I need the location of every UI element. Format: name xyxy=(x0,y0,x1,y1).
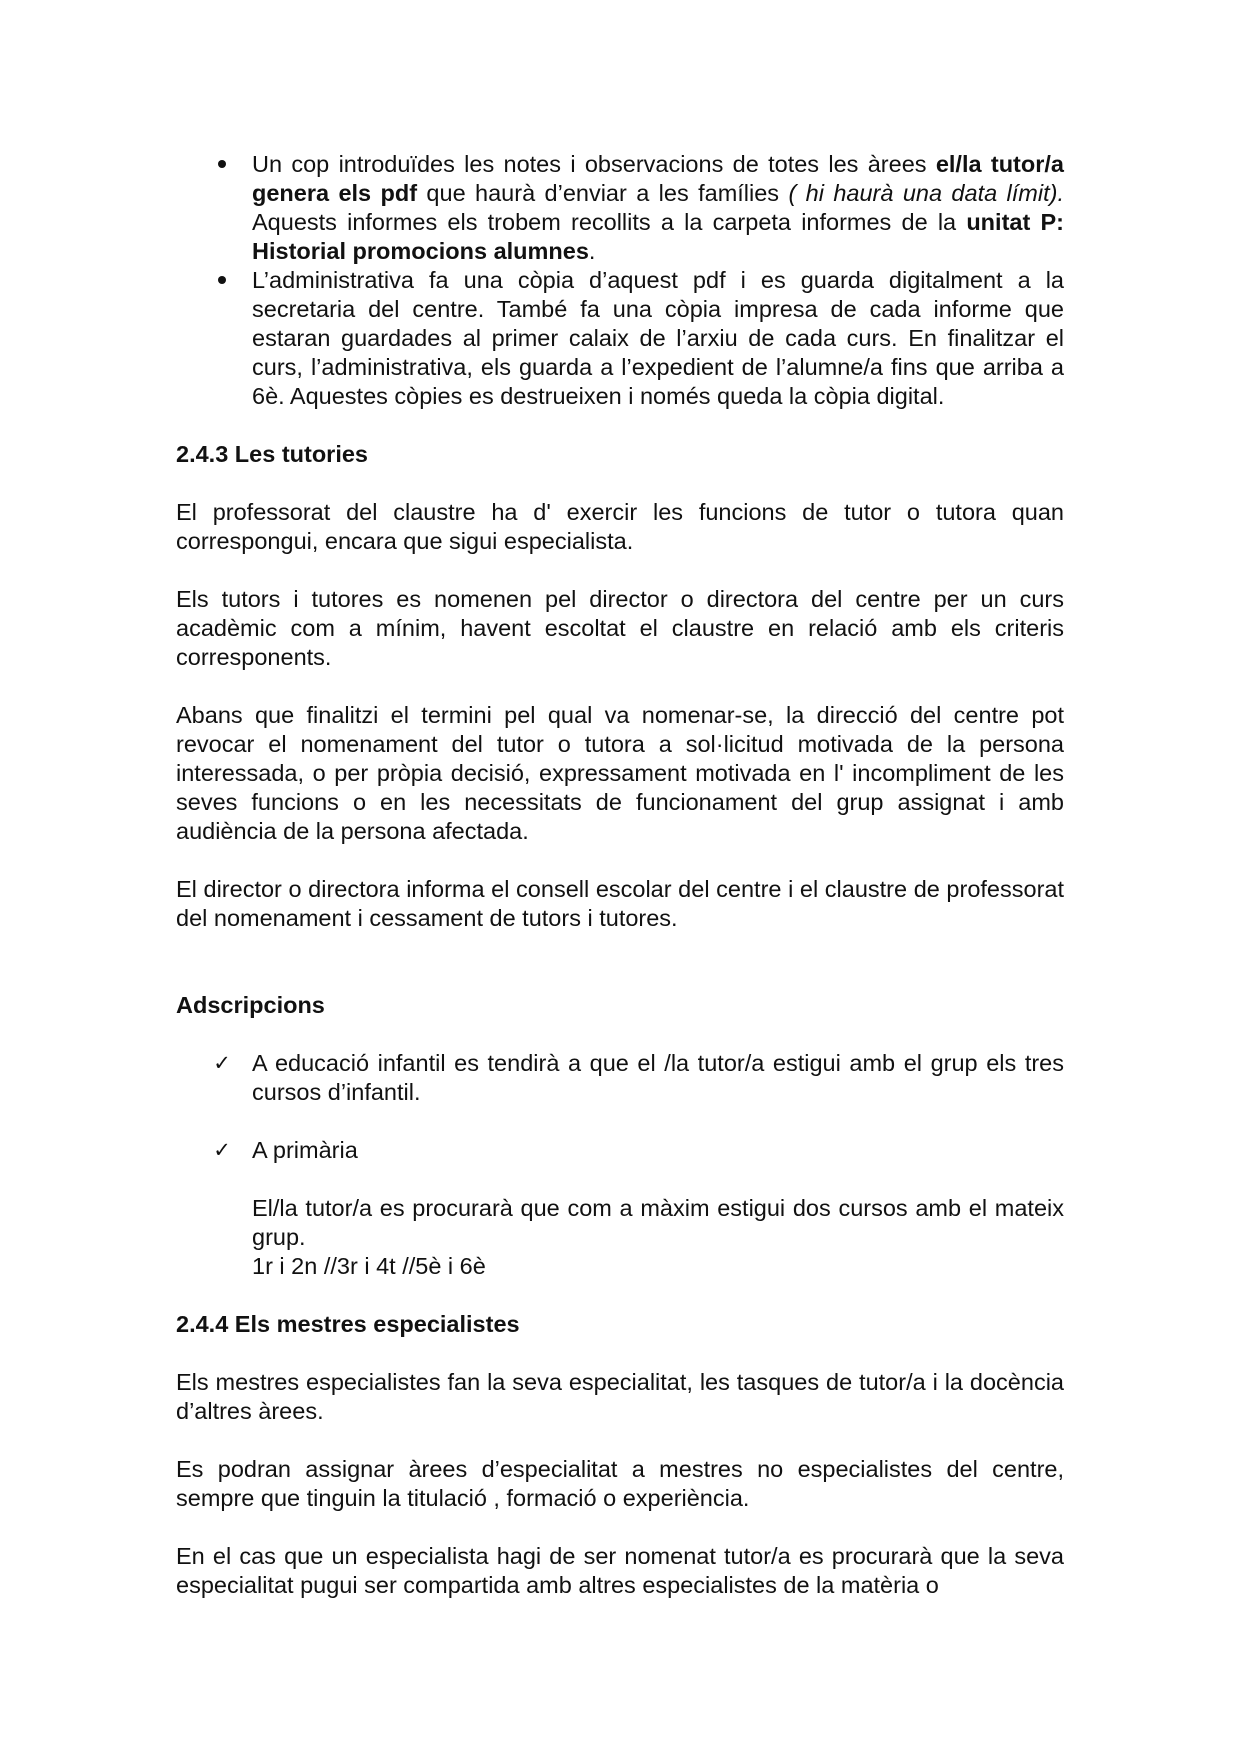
paragraph: Els tutors i tutores es nomenen pel director o directora del centre per un curs acadèmic com a mínim, havent escoltat el claustre en relació amb els criteris corresponents. xyxy=(176,586,1064,670)
list-item: L’administrativa fa una còpia d’aquest pdf i es guarda digitalment a la secretaria del centre. També fa una còpia impresa de cada informe que estaran guardades al primer calaix de l’arxiu de cada curs. En finalitzar el curs, l’administrativa, els guarda a l’expedient de l’alumne/a fins que arriba a 6è. Aquestes còpies es destrueixen i només queda la còpia digital. xyxy=(176,266,1064,411)
bullet-icon xyxy=(212,266,232,295)
section-heading-tutories: 2.4.3 Les tutories xyxy=(176,441,368,467)
paragraph: El professorat del claustre ha d' exercir les funcions de tutor o tutora quan correspongui, encara que sigui especialista. xyxy=(176,499,1064,554)
paragraph: El/la tutor/a es procurarà que com a màxim estigui dos cursos amb el mateix grup. xyxy=(252,1195,1064,1250)
bullet-list-informes xyxy=(176,150,1064,411)
paragraph: Es podran assignar àrees d’especialitat a mestres no especialistes del centre, sempre que tinguin la titulació , formació o experiència. xyxy=(176,1456,1064,1511)
page-content xyxy=(176,150,1064,1600)
bullet-icon xyxy=(212,150,232,179)
paragraph: 1r i 2n //3r i 4t //5è i 6è xyxy=(252,1253,486,1279)
checklist-adscripcions xyxy=(176,1049,1064,1165)
section-heading-especialistes: 2.4.4 Els mestres especialistes xyxy=(176,1311,520,1337)
section-heading-adscripcions: Adscripcions xyxy=(176,992,325,1018)
paragraph: El director o directora informa el consell escolar del centre i el claustre de professorat del nomenament i cessament de tutors i tutores. xyxy=(176,876,1064,931)
paragraph: Abans que finalitzi el termini pel qual va nomenar-se, la direcció del centre pot revocar el nomenament del tutor o tutora a sol·licitud motivada de la persona interessada, o per pròpia decisió, expressament motivada en l' incompliment de les seves funcions o en les necessitats de funcionament del grup assignat i amb audiència de la persona afectada. xyxy=(176,702,1064,844)
paragraph: En el cas que un especialista hagi de ser nomenat tutor/a es procurarà que la seva especialitat pugui ser compartida amb altres especialistes de la matèria o xyxy=(176,1543,1064,1598)
paragraph: Els mestres especialistes fan la seva especialitat, les tasques de tutor/a i la docència d’altres àrees. xyxy=(176,1369,1064,1424)
list-item: ✓ A primària xyxy=(213,1137,358,1163)
list-item: ✓ A educació infantil es tendirà a que el /la tutor/a estigui amb el grup els tres cursos d’infantil. xyxy=(213,1050,1064,1105)
list-item: Un cop introduïdes les notes i observacions de totes les àrees el/la tutor/a genera els pdf que haurà d’enviar a les famílies ( hi haurà una data límit). Aquests informes els trobem recollits a la carpeta informes de la unitat P: Historial promocions alumnes. xyxy=(176,150,1064,266)
checkmark-icon: ✓ xyxy=(213,1138,231,1162)
checkmark-icon: ✓ xyxy=(213,1051,231,1075)
